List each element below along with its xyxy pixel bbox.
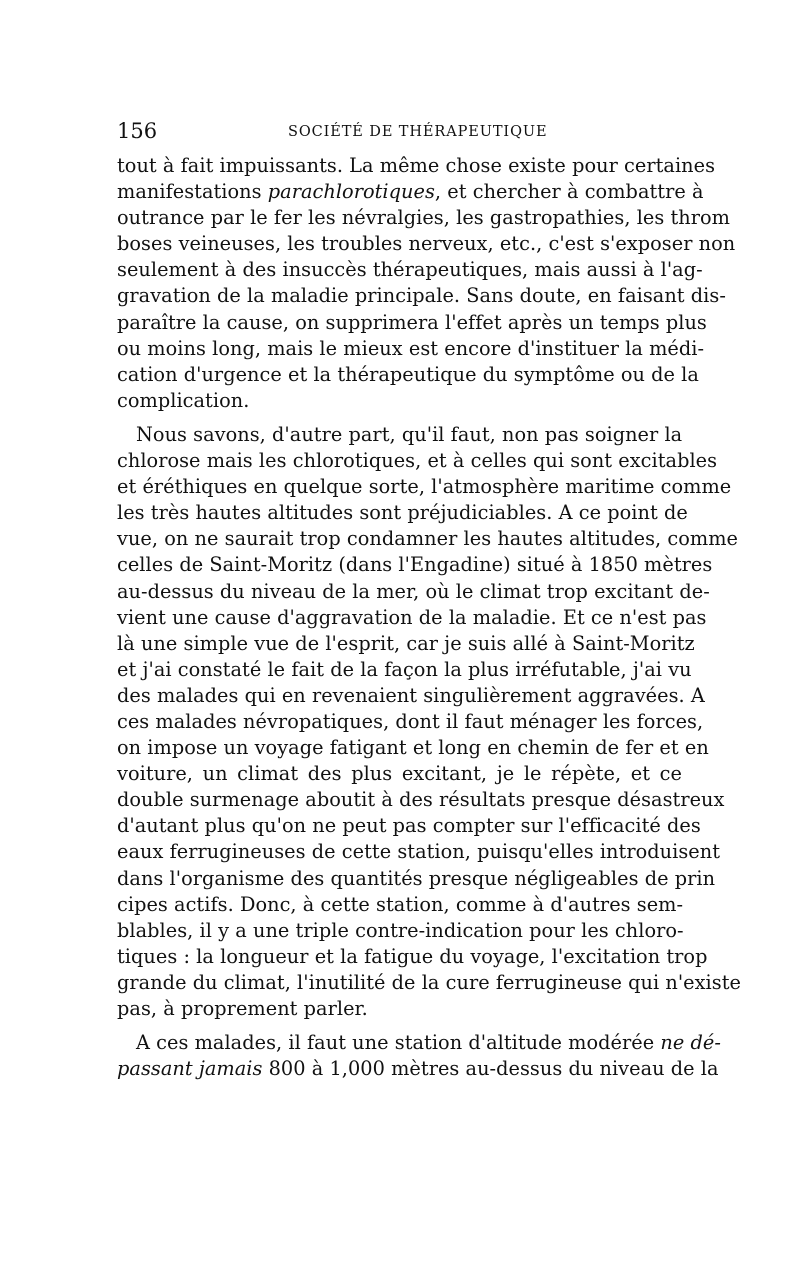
text-line: et j'ai constaté le fait de la façon la plus irréfutable, j'ai vu	[117, 657, 692, 681]
text-line: et éréthiques en quelque sorte, l'atmosphère maritime comme	[117, 475, 732, 499]
text-line: outrance par le fer les névralgies, les gastropathies, les throm	[117, 206, 731, 230]
text-line: boses veineuses, les troubles nerveux, etc., c'est s'exposer non	[117, 232, 736, 256]
text-line: voiture, un climat des plus excitant, je le répète, et ce	[117, 762, 682, 786]
text-line: des malades qui en revenaient singulièrement aggravées. A	[117, 683, 705, 707]
text-line: les très hautes altitudes sont préjudiciables. A ce point de	[117, 501, 688, 525]
body-text	[117, 153, 741, 1082]
text-line: A ces malades, il faut une station d'altitude modérée ne dé-	[136, 1031, 721, 1055]
text-line: ces malades névropatiques, dont il faut ménager les forces,	[117, 709, 704, 733]
text-line: cipes actifs. Donc, à cette station, comme à d'autres sem-	[117, 892, 684, 916]
page-number: 156	[117, 119, 158, 143]
text-line: tiques : la longueur et la fatigue du voyage, l'excitation trop	[117, 944, 708, 968]
text-line: d'autant plus qu'on ne peut pas compter sur l'efficacité des	[117, 814, 701, 838]
text-line: on impose un voyage fatigant et long en chemin de fer et en	[117, 736, 709, 760]
text-line: vient une cause d'aggravation de la maladie. Et ce n'est pas	[117, 605, 707, 629]
text-line: double surmenage aboutit à des résultats presque désastreux	[117, 788, 725, 812]
text-line: eaux ferrugineuses de cette station, puisqu'elles introduisent	[117, 840, 720, 864]
text-line: cation d'urgence et la thérapeutique du symptôme ou de la	[117, 362, 699, 386]
page-header	[117, 118, 682, 144]
italic-term: parachlorotiques	[267, 180, 435, 204]
text-line: paraître la cause, on supprimera l'effet après un temps plus	[117, 310, 707, 334]
text-line: ou moins long, mais le mieux est encore d'instituer la médi-	[117, 336, 705, 360]
running-title: SOCIÉTÉ DE THÉRAPEUTIQUE	[288, 124, 548, 140]
text-line: tout à fait impuissants. La même chose existe pour certaines	[117, 154, 716, 177]
text-line: seulement à des insuccès thérapeutiques, mais aussi à l'ag-	[117, 258, 703, 282]
italic-term: passant jamais	[117, 1057, 263, 1081]
paragraph-2	[117, 422, 741, 1022]
text-line: Nous savons, d'autre part, qu'il faut, non pas soigner la	[136, 422, 683, 446]
paragraph-3	[117, 1030, 721, 1082]
paragraph-spacer	[117, 414, 682, 422]
text-line: vue, on ne saurait trop condamner les hautes altitudes, comme	[117, 527, 739, 551]
italic-term: ne dé-	[660, 1031, 721, 1055]
text-line: complication.	[117, 388, 250, 412]
text-line: au-dessus du niveau de la mer, où le climat trop excitant de-	[117, 579, 710, 603]
text-line: grande du climat, l'inutilité de la cure ferrugineuse qui n'existe	[117, 970, 741, 994]
text-line: dans l'organisme des quantités presque négligeables de prin	[117, 866, 716, 890]
text-line: là une simple vue de l'esprit, car je suis allé à Saint-Moritz	[117, 631, 695, 655]
text-line: manifestations parachlorotiques, et chercher à combattre à	[117, 180, 704, 204]
text-line: chlorose mais les chlorotiques, et à celles qui sont excitables	[117, 449, 718, 473]
text-line: gravation de la maladie principale. Sans doute, en faisant dis-	[117, 284, 726, 308]
text-line: blables, il y a une triple contre-indication pour les chloro-	[117, 918, 684, 942]
paragraph-1	[117, 153, 736, 414]
text-line: celles de Saint-Moritz (dans l'Engadine) situé à 1850 mètres	[117, 553, 713, 577]
text-line: pas, à proprement parler.	[117, 997, 368, 1020]
text-line: passant jamais 800 à 1,000 mètres au-dessus du niveau de la	[117, 1057, 719, 1081]
paragraph-spacer	[117, 1022, 682, 1030]
